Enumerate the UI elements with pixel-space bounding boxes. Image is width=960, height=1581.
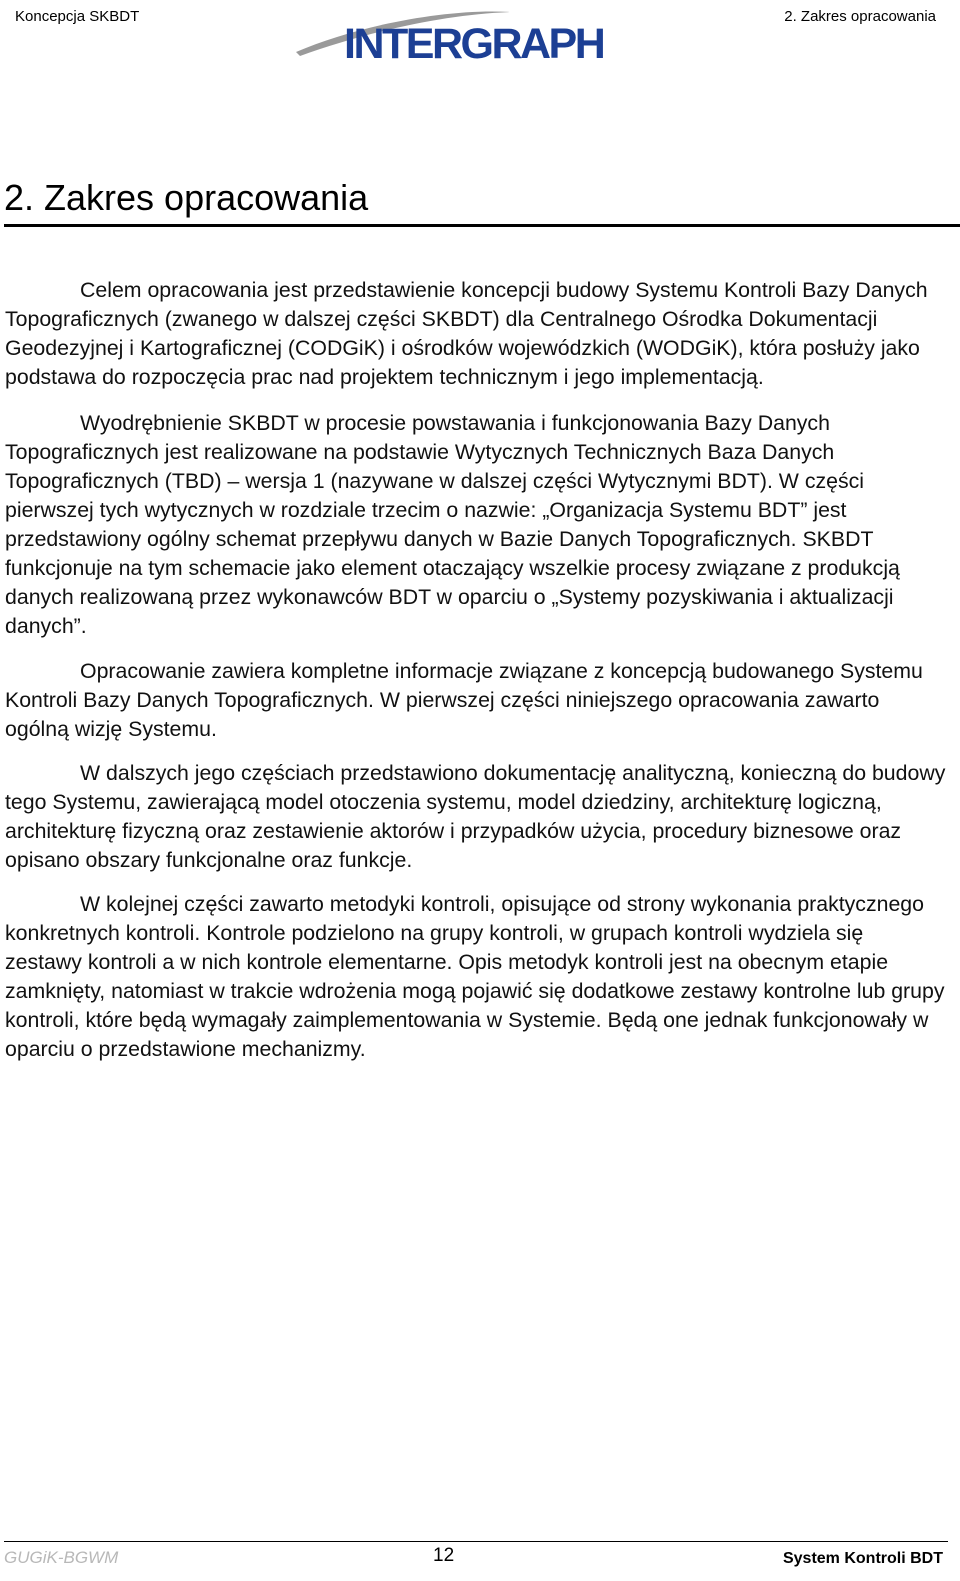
footer-rule [4,1541,948,1542]
body-text [5,276,946,1064]
intergraph-logo [296,6,604,68]
running-header-right: 2. Zakres opracowania [784,8,936,25]
footer-right: System Kontroli BDT [782,1550,943,1567]
page-number: 12 [433,1545,455,1566]
footer-left: GUGiK-BGWM [4,1548,119,1567]
section-title: 2. Zakres opracowania [4,177,369,218]
logo-text: INTERGRAPH [344,20,604,68]
title-underline [4,224,960,227]
paragraph-2: Wyodrębnienie SKBDT w procesie powstawania i funkcjonowania Bazy Danych Topograficznych jest realizowane na podstawie Wytycznych Technicznych Baza Danych Topograficznych (TBD) – wersja 1 (nazywane w dalszej części Wytycznymi BDT). W części pierwszej tych wytycznych w rozdziale trzecim o nazwie: „Organizacja Systemu BDT” jest przedstawiony ogólny schemat przepływu danych w Bazie Danych Topograficznych. SKBDT funkcjonuje na tym schemacie jako element otaczający wszelkie procesy związane z produkcją danych realizowaną przez wykonawców BDT w oparciu o „Systemy pozyskiwania i aktualizacji danych”. [5,411,900,638]
running-header-left: Koncepcja SKBDT [15,8,140,25]
paragraph-3: Opracowanie zawiera kompletne informacje związane z koncepcją budowanego Systemu Kontroli Bazy Danych Topograficznych. W pierwszej części niniejszego opracowania zawarto ogólną wizję Systemu. [5,659,923,741]
paragraph-4: W dalszych jego częściach przedstawiono dokumentację analityczną, konieczną do budowy tego Systemu, zawierającą model otoczenia systemu, model dziedziny, architekturę logiczną, architekturę fizyczną oraz zestawienie aktorów i przypadków użycia, procedury biznesowe oraz opisano obszary funkcjonalne oraz funkcje. [5,761,946,872]
intergraph-logo-graphic [296,6,604,68]
paragraph-1: Celem opracowania jest przedstawienie koncepcji budowy Systemu Kontroli Bazy Danych Topograficznych (zwanego w dalszej części SKBDT) dla Centralnego Ośrodka Dokumentacji Geodezyjnej i Kartograficznej (CODGiK) i ośrodków wojewódzkich (WODGiK), która posłuży jako podstawa do rozpoczęcia prac nad projektem technicznym i jego implementacją. [5,278,928,389]
paragraph-5: W kolejnej części zawarto metodyki kontroli, opisujące od strony wykonania praktycznego konkretnych kontroli. Kontrole podzielono na grupy kontroli, w grupach kontroli wydziela się zestawy kontroli a w nich kontrole elementarne. Opis metodyk kontroli jest na obecnym etapie zamknięty, natomiast w trakcie wdrożenia mogą pojawić się dodatkowe zestawy kontrolne lub grupy kontroli, które będą wymagały zaimplementowania w Systemie. Będą one jednak funkcjonowały w oparciu o przedstawione mechanizmy. [5,892,945,1061]
